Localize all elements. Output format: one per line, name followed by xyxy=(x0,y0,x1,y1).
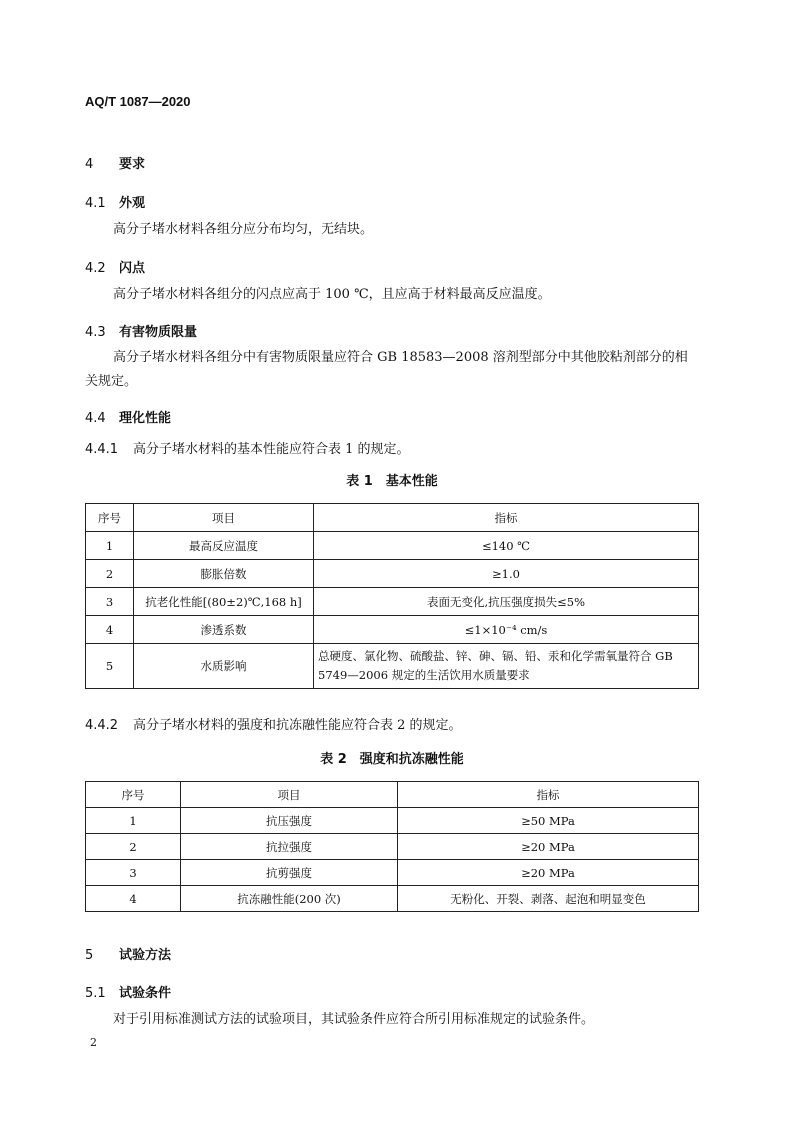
section-5-1-heading xyxy=(85,982,171,1001)
table-cell: 抗拉强度 xyxy=(181,834,398,860)
section-title: 要求 xyxy=(119,157,146,172)
table-row xyxy=(86,644,699,689)
table-header-cell: 项目 xyxy=(134,504,314,532)
section-number: 4.1 xyxy=(85,196,106,211)
section-number: 4.3 xyxy=(85,325,106,340)
table-header-row xyxy=(86,504,699,532)
table-2-caption: 表 2 强度和抗冻融性能 xyxy=(320,752,464,767)
table-cell: 表面无变化,抗压强度损失≤5% xyxy=(314,588,699,616)
table-cell: 渗透系数 xyxy=(134,616,314,644)
table-row xyxy=(86,532,699,560)
table-cell: 1 xyxy=(86,532,134,560)
table-cell: 抗压强度 xyxy=(181,808,398,834)
section-title: 试验条件 xyxy=(119,986,172,1001)
table-row xyxy=(86,808,699,834)
table-cell: ≤140 ℃ xyxy=(314,532,699,560)
table-cell: 抗老化性能[(80±2)℃,168 h] xyxy=(134,588,314,616)
table-row xyxy=(86,886,699,912)
table-cell: 最高反应温度 xyxy=(134,532,314,560)
table-2 xyxy=(85,781,699,912)
section-4-2-heading xyxy=(85,257,145,276)
section-4-4-2-text xyxy=(85,714,462,733)
table-header-cell: 指标 xyxy=(398,782,699,808)
section-number: 4.2 xyxy=(85,261,106,276)
table-cell: ≤1×10⁻⁴ cm/s xyxy=(314,616,699,644)
clause-text: 高分子堵水材料的强度和抗冻融性能应符合表 2 的规定。 xyxy=(133,718,462,733)
section-number: 5.1 xyxy=(85,986,106,1001)
table-cell: 总硬度、氯化物、硫酸盐、锌、砷、镉、铅、汞和化学需氧量符合 GB 5749—2006 规定的生活饮用水质量要求 xyxy=(314,644,699,689)
section-4-3-heading xyxy=(85,321,197,340)
table-row xyxy=(86,834,699,860)
section-number: 4 xyxy=(85,157,94,172)
section-title: 外观 xyxy=(119,196,146,211)
table-1-caption: 表 1 基本性能 xyxy=(346,474,438,489)
section-title: 闪点 xyxy=(119,261,146,276)
table-header-cell: 序号 xyxy=(86,504,134,532)
table-cell: 抗冻融性能(200 次) xyxy=(181,886,398,912)
section-5-1-text: 对于引用标准测试方法的试验项目，其试验条件应符合所引用标准规定的试验条件。 xyxy=(113,1012,595,1027)
table-cell: 水质影响 xyxy=(134,644,314,689)
section-number: 4.4 xyxy=(85,411,106,426)
section-4-1-text: 高分子堵水材料各组分应分布均匀，无结块。 xyxy=(113,222,374,237)
table-cell: 膨胀倍数 xyxy=(134,560,314,588)
table-header-cell: 指标 xyxy=(314,504,699,532)
table-cell: ≥20 MPa xyxy=(398,860,699,886)
document-code: AQ/T 1087—2020 xyxy=(85,94,191,109)
table-row xyxy=(86,616,699,644)
table-cell: 2 xyxy=(86,834,181,860)
section-title: 理化性能 xyxy=(119,411,172,426)
page-number: 2 xyxy=(90,1036,97,1049)
section-title: 试验方法 xyxy=(119,948,172,963)
table-cell: 3 xyxy=(86,588,134,616)
table-1 xyxy=(85,503,699,689)
section-number: 4.4.2 xyxy=(85,718,119,733)
section-5-heading xyxy=(85,944,171,963)
table-cell: 4 xyxy=(86,616,134,644)
table-row xyxy=(86,560,699,588)
table-cell: 4 xyxy=(86,886,181,912)
table-row xyxy=(86,860,699,886)
table-cell: ≥50 MPa xyxy=(398,808,699,834)
table-cell: 2 xyxy=(86,560,134,588)
table-header-cell: 项目 xyxy=(181,782,398,808)
section-title: 有害物质限量 xyxy=(119,325,198,340)
section-4-4-1-text xyxy=(85,438,410,457)
table-cell: 3 xyxy=(86,860,181,886)
table-header-row xyxy=(86,782,699,808)
table-cell: 无粉化、开裂、剥落、起泡和明显变色 xyxy=(398,886,699,912)
section-4-2-text: 高分子堵水材料各组分的闪点应高于 100 ℃，且应高于材料最高反应温度。 xyxy=(113,287,551,302)
section-number: 5 xyxy=(85,948,94,963)
section-number: 4.4.1 xyxy=(85,442,119,457)
table-cell: ≥1.0 xyxy=(314,560,699,588)
table-cell: 抗剪强度 xyxy=(181,860,398,886)
section-4-4-heading xyxy=(85,407,171,426)
table-cell: 1 xyxy=(86,808,181,834)
section-4-heading xyxy=(85,153,145,172)
table-header-cell: 序号 xyxy=(86,782,181,808)
table-cell: ≥20 MPa xyxy=(398,834,699,860)
table-cell: 5 xyxy=(86,644,134,689)
section-4-1-heading xyxy=(85,192,145,211)
clause-text: 高分子堵水材料的基本性能应符合表 1 的规定。 xyxy=(133,442,410,457)
section-4-3-text: 高分子堵水材料各组分中有害物质限量应符合 GB 18583—2008 溶剂型部分中其他胶粘剂部分的相关规定。 xyxy=(85,350,688,389)
table-row xyxy=(86,588,699,616)
